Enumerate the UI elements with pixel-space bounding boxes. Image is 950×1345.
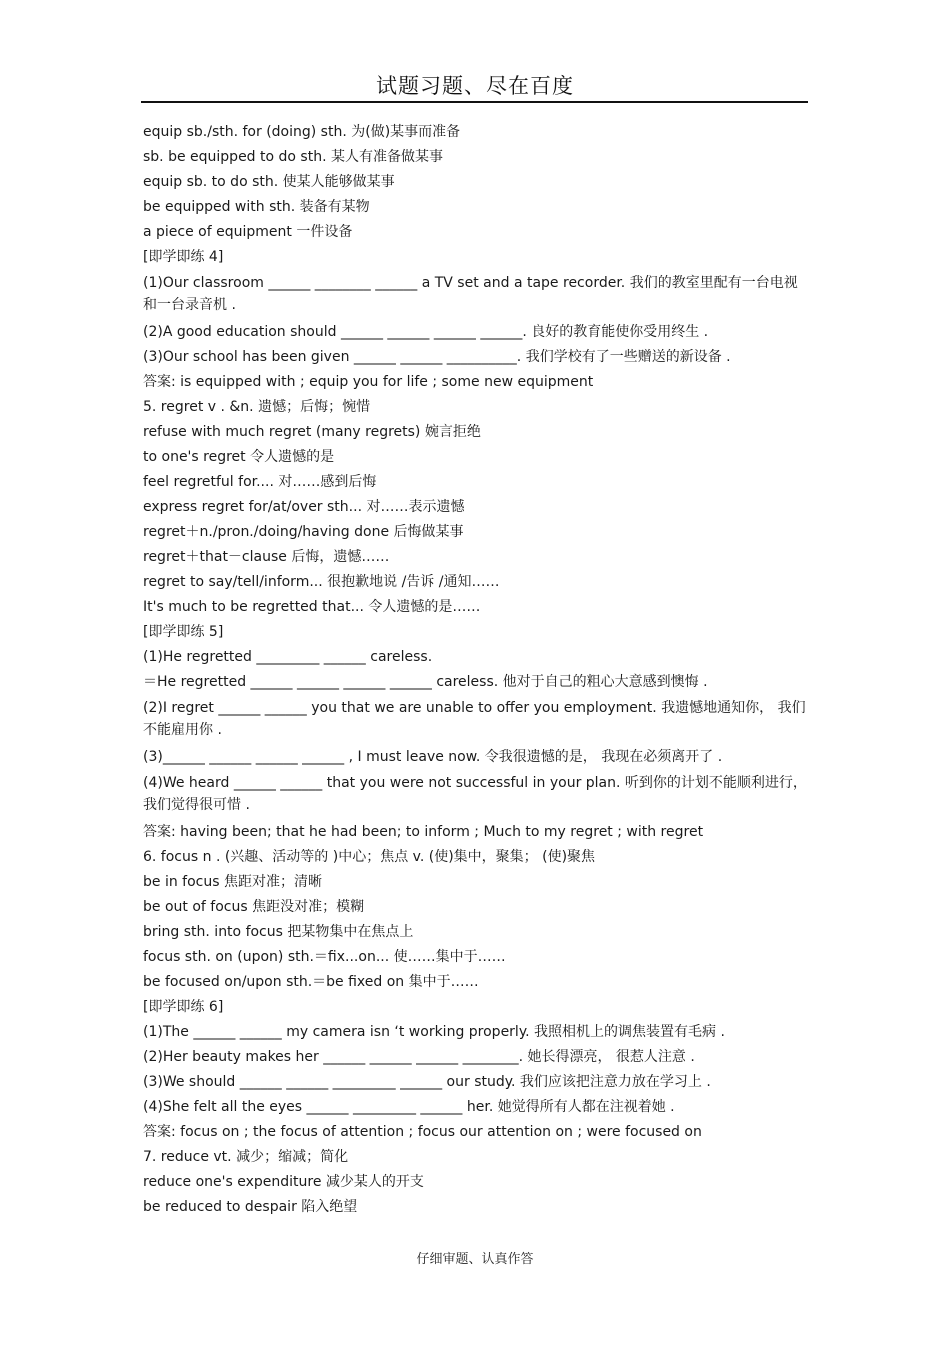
text-line: regret＋n./pron./doing/having done 后悔做某事 [143,524,464,540]
text-line: to one's regret 令人遗憾的是 [143,449,335,465]
text-line: be in focus 焦距对准；清晰 [143,874,322,890]
text-line: 答案: is equipped with ; equip you for life ; some new equipment [143,374,594,390]
text-line: sb. be equipped to do sth. 某人有准备做某事 [143,149,443,165]
text-line: be equipped with sth. 装备有某物 [143,199,370,215]
text-line: equip sb./sth. for (doing) sth. 为(做)某事而准备 [143,124,461,140]
text-line: a piece of equipment 一件设备 [143,224,353,240]
text-line: 5. regret v . &n. 遗憾；后悔；惋惜 [143,399,371,415]
page-footer: 仔细审题、认真作答 [416,1252,534,1267]
text-line: [即学即练 5] [143,624,224,640]
text-line: (3)Our school has been given ______ ______ __________. 我们学校有了一些赠送的新设备 . [143,349,731,365]
text-line: 答案: having been; that he had been; to inform ; Much to my regret ; with regret [143,824,704,840]
text-line: (1)He regretted _________ ______ careless. [143,649,433,665]
text-line: (1)Our classroom ______ ________ ______ a TV set and a tape recorder. 我们的教室里配有一台电视和一台录音机 . [143,275,798,313]
text-line: be reduced to despair 陷入绝望 [143,1199,358,1215]
text-line: (2)A good education should ______ ______ ______ ______. 良好的教育能使你受用终生 . [143,324,709,340]
text-line: (2)Her beauty makes her ______ ______ ______ ________. 她长得漂亮， 很惹人注意 . [143,1049,695,1065]
text-line: [即学即练 4] [143,249,224,265]
text-line: 6. focus n . (兴趣、活动等的 )中心；焦点 v. (使)集中，聚集； (使)聚焦 [143,849,596,865]
text-line: equip sb. to do sth. 使某人能够做某事 [143,174,395,190]
text-line: 7. reduce vt. 减少；缩减；简化 [143,1149,349,1165]
text-line: (3)______ ______ ______ ______ , I must leave now. 令我很遗憾的是， 我现在必须离开了 . [143,749,723,765]
text-line: express regret for/at/over sth... 对……表示遗憾 [143,499,465,515]
text-line: (4)We heard ______ ______ that you were not successful in your plan. 听到你的计划不能顺利进行，我们觉得很可惜 . [143,775,807,813]
text-line: regret＋that－clause 后悔，遗憾…… [143,549,390,565]
text-line: (1)The ______ ______ my camera isn ‘t working properly. 我照相机上的调焦装置有毛病 . [143,1024,725,1040]
header-divider [141,101,808,103]
text-line: (3)We should ______ ______ _________ ______ our study. 我们应该把注意力放在学习上 . [143,1074,711,1090]
text-line: (2)I regret ______ ______ you that we are unable to offer you employment. 我遗憾地通知你， 我们不能雇用你 . [143,700,806,738]
text-line: be out of focus 焦距没对准；模糊 [143,899,365,915]
text-line: (4)She felt all the eyes ______ _________ ______ her. 她觉得所有人都在注视着她 . [143,1099,675,1115]
text-line: be focused on/upon sth.＝be fixed on 集中于…… [143,974,479,990]
text-line: It's much to be regretted that... 令人遗憾的是…… [143,599,481,615]
text-line: ＝He regretted ______ ______ ______ ______ careless. 他对于自己的粗心大意感到懊悔 . [143,674,708,690]
text-line: feel regretful for.... 对……感到后悔 [143,474,377,490]
text-line: regret to say/tell/inform... 很抱歉地说 /告诉 /通知…… [143,574,500,590]
document-body [143,120,808,1220]
text-line: reduce one's expenditure 减少某人的开支 [143,1174,424,1190]
text-line: 答案: focus on ; the focus of attention ; focus our attention on ; were focused on [143,1124,702,1140]
text-line: refuse with much regret (many regrets) 婉言拒绝 [143,424,481,440]
text-line: bring sth. into focus 把某物集中在焦点上 [143,924,414,940]
text-line: [即学即练 6] [143,999,224,1015]
text-line: focus sth. on (upon) sth.＝fix...on... 使……集中于…… [143,949,506,965]
page-header-title: 试题习题、尽在百度 [376,74,574,98]
